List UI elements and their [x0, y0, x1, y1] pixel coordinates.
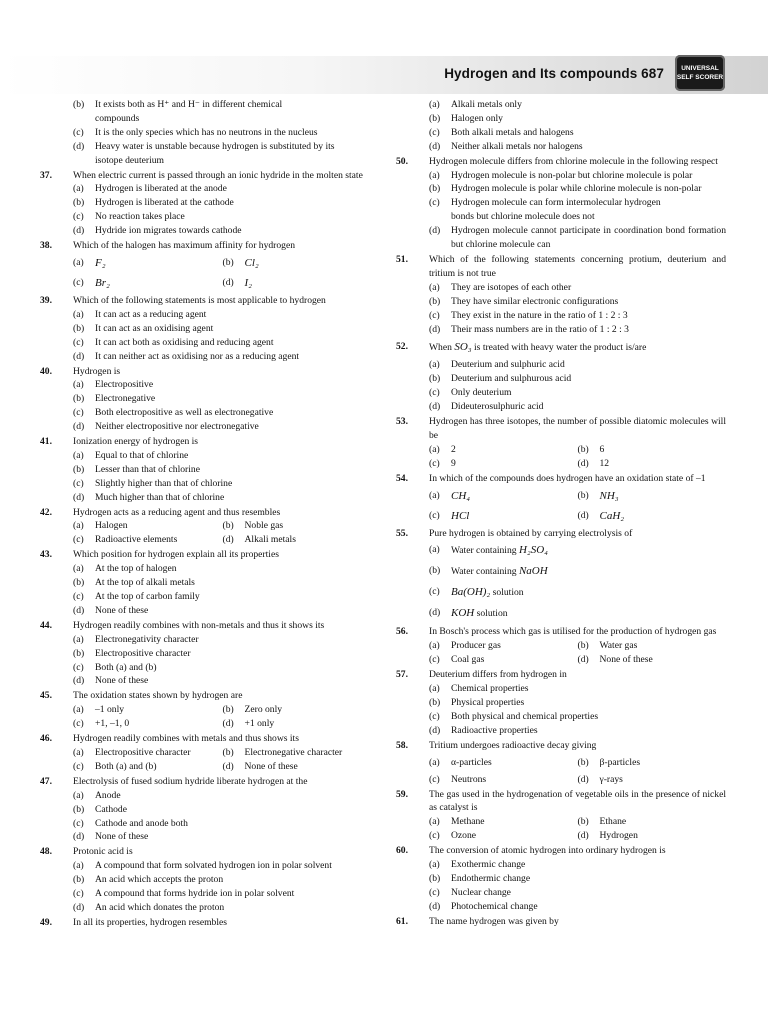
option: (d) Much higher than that of chlorine — [73, 491, 225, 503]
question-51: 51. Which of the following statements concerning protium, deuterium and tritium is not true — [396, 253, 726, 279]
option: (c) A compound that forms hydride ion in polar solvent — [73, 888, 295, 900]
option: (b) Hydrogen molecule is polar while chlorine molecule is non-polar — [429, 183, 702, 195]
option: (a) Chemical properties — [429, 683, 529, 695]
option: (d) An acid which donates the proton — [73, 901, 225, 913]
option-continued: bonds but chlorine molecule does not — [451, 211, 595, 223]
option: (a) Alkali metals only — [429, 99, 522, 110]
option: (a) Equal to that of chlorine — [73, 449, 189, 461]
option-pair: (a) Methane (b) Ethane — [429, 816, 627, 828]
option-pair: (c) Radioactive elements (d) Alkali metals — [73, 534, 296, 546]
option-pair: (a) Halogen (b) Noble gas — [73, 520, 284, 532]
option: (a) They are isotopes of each other — [429, 281, 572, 293]
option-pair: (c) Coal gas (d) None of these — [429, 654, 653, 666]
option: (c) Slightly higher than that of chlorine — [73, 477, 233, 489]
right-column — [396, 98, 726, 929]
option: (a) Exothermic change — [429, 859, 526, 871]
option: (c) It is the only species which has no neutrons in the nucleus — [73, 126, 318, 138]
option: (b) Lesser than that of chlorine — [73, 463, 200, 475]
question-53: 53. Hydrogen has three isotopes, the number of possible diatomic molecules will be — [396, 416, 726, 441]
question-47: 47. Electrolysis of fused sodium hydride liberate hydrogen at the — [40, 775, 308, 787]
question-49: 49. In all its properties, hydrogen resembles — [40, 916, 227, 928]
question-57: 57. Deuterium differs from hydrogen in — [396, 669, 567, 681]
option: (d) None of these — [73, 831, 149, 843]
option-pair: (a) 2 (b) 6 — [429, 443, 605, 455]
option: (c) They exist in the nature in the ratio of 1 : 2 : 3 — [429, 309, 628, 321]
option: (a) Anode — [73, 789, 121, 801]
option: (c) Ba(OH)₂ solution — [429, 586, 524, 599]
option: (b) It can act as an oxidising agent — [73, 322, 214, 334]
option: (a) Hydrogen is liberated at the anode — [73, 183, 227, 195]
option-pair: (a) Producer gas (b) Water gas — [429, 640, 638, 652]
option: (d) Neither electropositive nor electronegative — [73, 421, 259, 433]
option-pair: (c) 9 (d) 12 — [429, 457, 610, 469]
question-54: 54. In which of the compounds does hydrogen have an oxidation state of –1 — [396, 472, 706, 484]
option: (c) Both electropositive as well as electronegative — [73, 407, 274, 419]
option: (a) Deuterium and sulphuric acid — [429, 359, 565, 371]
question-56: 56. In Bosch's process which gas is utilised for the production of hydrogen gas — [396, 626, 717, 638]
question-43: 43. Which position for hydrogen explain all its properties — [40, 549, 279, 561]
option-continued: compounds — [95, 112, 140, 124]
option: (b) It exists both as H⁺ and H⁻ in different chemical — [73, 99, 283, 110]
option: (c) Both physical and chemical properties — [429, 710, 599, 722]
option: (c) Hydrogen molecule can form intermolecular hydrogen — [429, 197, 661, 209]
option: (a) Water containing H₂SO₄ — [429, 544, 549, 557]
option-pair: (a) Electropositive character (b) Electronegative character — [73, 746, 343, 758]
question-38: 38. Which of the halogen has maximum affinity for hydrogen — [40, 240, 296, 252]
option: (c) Only deuterium — [429, 387, 512, 399]
option: (c) No reaction takes place — [73, 211, 185, 223]
option: (d) Photochemical change — [429, 900, 538, 912]
option: (b) Electropositive character — [73, 647, 191, 659]
option: (b) Hydrogen is liberated at the cathode — [73, 197, 234, 209]
option: (c) At the top of carbon family — [73, 591, 200, 602]
option: (a) It can act as a reducing agent — [73, 308, 207, 320]
question-59: 59. The gas used in the hydrogenation of vegetable oils in the presence of nickel as catalyst is — [396, 788, 726, 814]
question-60: 60. The conversion of atomic hydrogen into ordinary hydrogen is — [396, 845, 666, 857]
option: (b) An acid which accepts the proton — [73, 874, 224, 886]
option: (b) They have similar electronic configurations — [429, 295, 619, 307]
option: (b) Cathode — [73, 803, 127, 815]
option-pair: (c) HCl (d) CaH₂ — [429, 509, 625, 522]
question-45: 45. The oxidation states shown by hydrogen are — [40, 690, 243, 702]
option: (b) Halogen only — [429, 112, 503, 124]
option: (d) None of these — [73, 675, 149, 687]
question-50: 50. Hydrogen molecule differs from chlorine molecule in the following respect — [396, 155, 718, 167]
option: (b) Deuterium and sulphurous acid — [429, 373, 572, 385]
option-pair: (a) α-particles (b) β-particles — [429, 756, 641, 768]
option: (c) Nuclear change — [429, 886, 511, 898]
option: (c) Both (a) and (b) — [73, 661, 157, 673]
option-pair: (c) Br₂ (d) I₂ — [73, 276, 252, 289]
option: (c) Cathode and anode both — [73, 817, 188, 829]
question-58: 58. Tritium undergoes radioactive decay giving — [396, 739, 597, 751]
option-pair: (c) Ozone (d) Hydrogen — [429, 830, 638, 842]
question-44: 44. Hydrogen readily combines with non-metals and thus it shows its — [40, 619, 325, 631]
question-52: 52. When SO₃ is treated with heavy water the product is/are — [396, 341, 647, 354]
option: (d) Radioactive properties — [429, 724, 538, 736]
option: (d) Hydride ion migrates towards cathode — [73, 225, 242, 237]
option: (d) KOH solution — [429, 607, 508, 620]
option-pair: (c) +1, –1, 0 (d) +1 only — [73, 718, 275, 730]
question-37: 37. When electric current is passed through an ionic hydride in the molten state — [40, 169, 363, 181]
option-pair: (c) Both (a) and (b) (d) None of these — [73, 760, 298, 772]
page-title: Hydrogen and Its compounds 687 — [444, 66, 664, 81]
question-46: 46. Hydrogen readily combines with metals and thus shows its — [40, 733, 299, 745]
option-pair: (a) –1 only (b) Zero only — [73, 704, 283, 716]
option: (a) A compound that form solvated hydrogen ion in polar solvent — [73, 860, 332, 872]
option-pair: (a) F₂ (b) Cl₂ — [73, 256, 259, 269]
left-column — [40, 98, 372, 930]
question-40: 40. Hydrogen is — [40, 365, 121, 377]
question-41: 41. Ionization energy of hydrogen is — [40, 436, 199, 448]
question-39: 39. Which of the following statements is most applicable to hydrogen — [40, 294, 326, 306]
badge-line-2: SELF SCORER — [676, 74, 724, 81]
universal-self-scorer-logo — [675, 55, 725, 91]
option: (d) None of these — [73, 604, 149, 616]
option: (d) Hydrogen molecule cannot participate in coordination bond formation but chlorine molecule can — [429, 225, 726, 251]
option-pair: (c) Neutrons (d) γ-rays — [429, 773, 623, 785]
option: (d) Neither alkali metals nor halogens — [429, 140, 583, 152]
badge-line-1: UNIVERSAL — [681, 65, 719, 72]
option: (a) Electropositive — [73, 379, 154, 391]
option: (b) Physical properties — [429, 697, 525, 708]
option: (a) Hydrogen molecule is non-polar but chlorine molecule is polar — [429, 169, 693, 181]
option: (a) At the top of halogen — [73, 563, 177, 575]
question-48: 48. Protonic acid is — [40, 846, 133, 858]
option: (b) Water containing NaOH — [429, 565, 548, 578]
question-42: 42. Hydrogen acts as a reducing agent and thus resembles — [40, 506, 281, 518]
option: (b) At the top of alkali metals — [73, 577, 195, 589]
option: (c) It can act both as oxidising and reducing agent — [73, 336, 274, 348]
question-55: 55. Pure hydrogen is obtained by carrying electrolysis of — [396, 527, 633, 539]
option: (b) Electronegative — [73, 393, 156, 405]
option: (d) Their mass numbers are in the ratio of 1 : 2 : 3 — [429, 323, 629, 335]
option: (d) Dideuterosulphuric acid — [429, 401, 544, 413]
option: (a) Electronegativity character — [73, 633, 199, 645]
option: (d) It can neither act as oxidising nor as a reducing agent — [73, 350, 300, 362]
question-61: 61. The name hydrogen was given by — [396, 915, 559, 927]
option: (c) Both alkali metals and halogens — [429, 126, 574, 138]
option-pair: (a) CH₄ (b) NH₃ — [429, 489, 619, 502]
option: (b) Endothermic change — [429, 872, 531, 884]
option: (d) Heavy water is unstable because hydrogen is substituted by its — [73, 140, 335, 152]
option-continued: isotope deuterium — [95, 154, 165, 166]
